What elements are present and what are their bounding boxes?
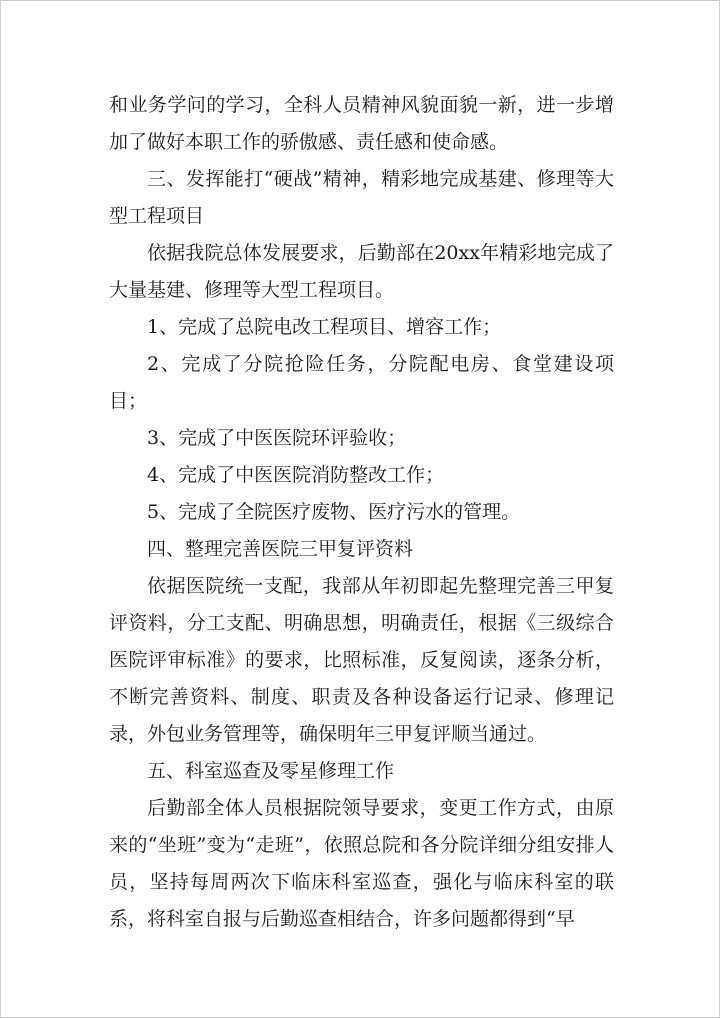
list-item: 5、完成了全院医疗废物、医疗污水的管理。: [147, 501, 521, 523]
list-item: 3、完成了中医医院环评验收；: [147, 427, 407, 449]
paragraph: 后勤部全体人员根据院领导要求，变更工作方式，由原来的“坐班”变为“走班”，依照总院和各分院详细分组安排人员，坚持每周两次下临床科室巡查，强化与临床科室的联系，将科室自报与后勤巡查相结合，许多问题都得到“早: [109, 797, 614, 930]
paragraph-continuation: 和业务学问的学习，全科人员精神风貌面貌一新，进一步增加了做好本职工作的骄傲感、责任感和使命感。: [109, 94, 614, 153]
section-heading-5: 五、科室巡查及零星修理工作: [147, 760, 395, 782]
section-heading-3: 三、发挥能打“硬战”精神，精彩地完成基建、修理等大型工程项目: [109, 168, 614, 227]
list-item: 4、完成了中医医院消防整改工作；: [147, 464, 445, 486]
section-heading-4: 四、整理完善医院三甲复评资料: [147, 538, 414, 560]
list-item: 1、完成了总院电改工程项目、增容工作；: [147, 316, 502, 338]
paragraph: 依据医院统一支配，我部从年初即起先整理完善三甲复评资料，分工支配、明确思想，明确责任，根据《三级综合医院评审标准》的要求，比照标准，反复阅读，逐条分析，不断完善资料、制度、职责及各种设备运行记录、修理记录，外包业务管理等，确保明年三甲复评顺当通过。: [109, 575, 614, 745]
list-item: 2、完成了分院抢险任务，分院配电房、食堂建设项目；: [109, 353, 614, 412]
document-body: [109, 87, 614, 938]
paragraph: 依据我院总体发展要求，后勤部在20xx年精彩地完成了大量基建、修理等大型工程项目。: [109, 242, 614, 301]
